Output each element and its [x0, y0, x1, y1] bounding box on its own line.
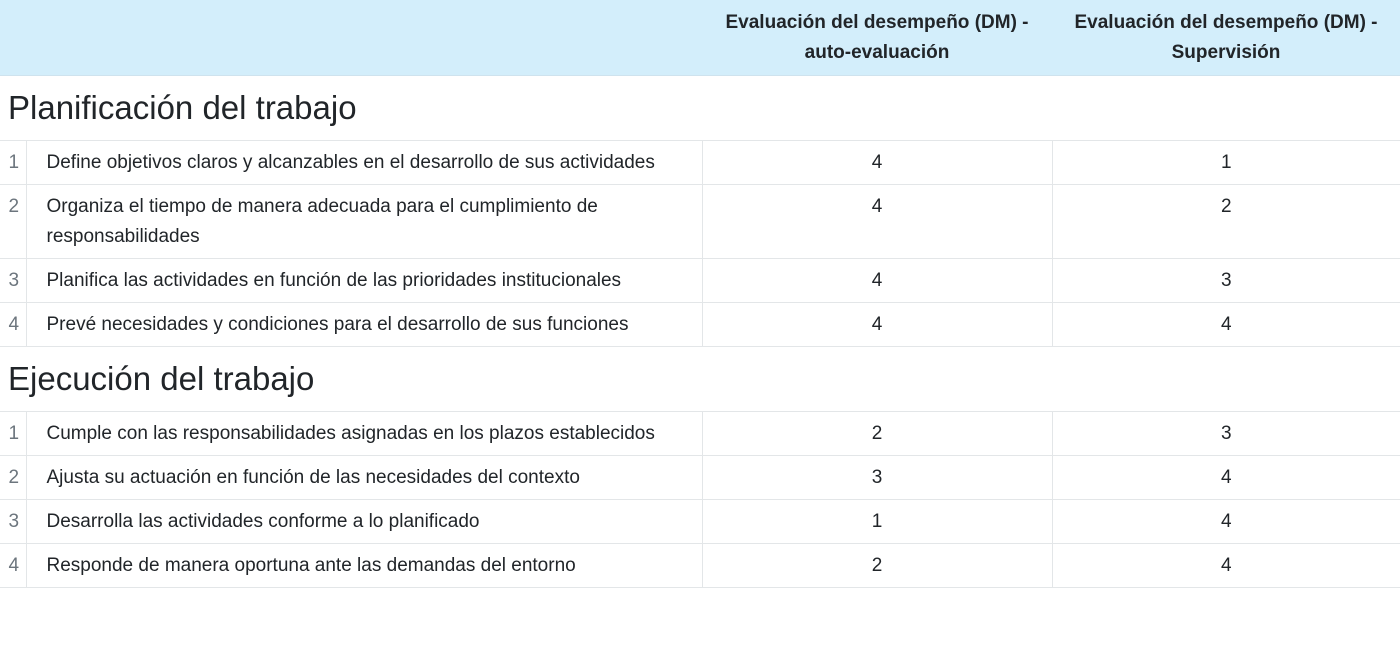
table-row: [0, 412, 1400, 456]
criterion-text: Organiza el tiempo de manera adecuada para el cumplimiento de responsabilidades: [26, 185, 702, 259]
section-header-planning: [0, 76, 1400, 141]
supervision-score: 3: [1052, 259, 1400, 303]
self-score: 4: [702, 303, 1052, 347]
self-score: 4: [702, 185, 1052, 259]
section-title: Ejecución del trabajo: [0, 347, 1400, 412]
criterion-text: Responde de manera oportuna ante las demandas del entorno: [26, 544, 702, 588]
self-score: 2: [702, 412, 1052, 456]
self-score: 1: [702, 500, 1052, 544]
table-row: [0, 141, 1400, 185]
row-number: 3: [0, 500, 26, 544]
supervision-score: 2: [1052, 185, 1400, 259]
row-number: 3: [0, 259, 26, 303]
self-score: 4: [702, 259, 1052, 303]
section-title: Planificación del trabajo: [0, 76, 1400, 141]
row-number: 1: [0, 412, 26, 456]
table-row: [0, 544, 1400, 588]
criterion-text: Prevé necesidades y condiciones para el desarrollo de sus funciones: [26, 303, 702, 347]
table-header: [0, 0, 1400, 76]
header-self-evaluation: Evaluación del desempeño (DM) - auto-evaluación: [702, 0, 1052, 76]
table-row: [0, 500, 1400, 544]
table-row: [0, 456, 1400, 500]
section-header-execution: [0, 347, 1400, 412]
supervision-score: 4: [1052, 500, 1400, 544]
table-row: [0, 259, 1400, 303]
table-row: [0, 185, 1400, 259]
header-blank: [0, 0, 702, 76]
self-score: 4: [702, 141, 1052, 185]
criterion-text: Define objetivos claros y alcanzables en el desarrollo de sus actividades: [26, 141, 702, 185]
row-number: 1: [0, 141, 26, 185]
criterion-text: Planifica las actividades en función de las prioridades institucionales: [26, 259, 702, 303]
criterion-text: Ajusta su actuación en función de las necesidades del contexto: [26, 456, 702, 500]
self-score: 3: [702, 456, 1052, 500]
supervision-score: 4: [1052, 303, 1400, 347]
self-score: 2: [702, 544, 1052, 588]
row-number: 4: [0, 303, 26, 347]
row-number: 2: [0, 185, 26, 259]
table-row: [0, 303, 1400, 347]
supervision-score: 3: [1052, 412, 1400, 456]
row-number: 2: [0, 456, 26, 500]
header-supervision: Evaluación del desempeño (DM) - Supervisión: [1052, 0, 1400, 76]
supervision-score: 4: [1052, 456, 1400, 500]
row-number: 4: [0, 544, 26, 588]
criterion-text: Cumple con las responsabilidades asignadas en los plazos establecidos: [26, 412, 702, 456]
criterion-text: Desarrolla las actividades conforme a lo planificado: [26, 500, 702, 544]
supervision-score: 1: [1052, 141, 1400, 185]
supervision-score: 4: [1052, 544, 1400, 588]
